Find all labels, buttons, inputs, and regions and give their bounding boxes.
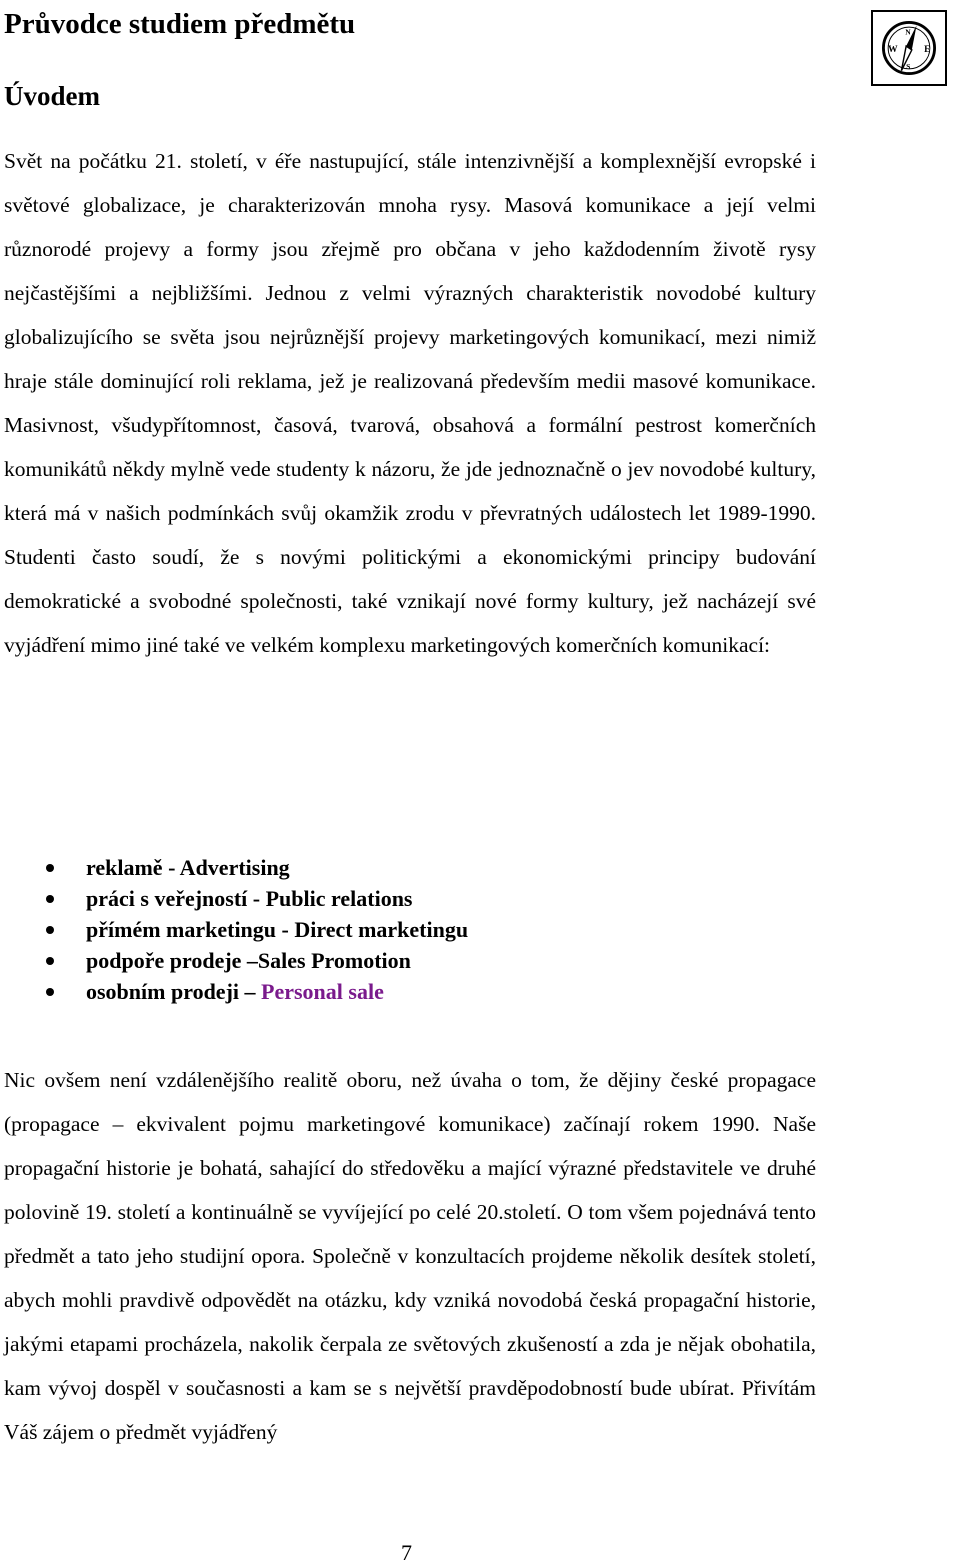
list-item-text: reklamě - Advertising [86,855,290,880]
bullet-icon [46,864,54,872]
bullet-icon [46,957,54,965]
page-number: 7 [401,1540,412,1565]
compass-icon [873,12,945,84]
intro-paragraph: Svět na počátku 21. století, v éře nastupující, stále intenzivnější a komplexnější evropské i světové globalizace, je charakterizován mnoha rysy. Masová komunikace a její velmi různorodé projevy a formy jsou zřejmě pro občana v jeho každodenním životě rysy nejčastějšími a nejbližšími. Jednou z velmi výrazných charakteristik novodobé kultury globalizujícího se světa jsou nejrůznější projevy marketingových komunikací, mezi nimiž hraje stále dominující roli reklama, jež je realizovaná především medii masové komunikace. Masivnost, všudypřítomnost, časová, tvarová, obsahová a formální pestrost komerčních komunikátů někdy mylně vede studenty k názoru, že jde jednoznačně o jev novodobé kultury, která má v našich podmínkách svůj okamžik zrodu v převratných událostech let 1989-1990. Studenti často soudí, že s novými politickými a ekonomickými principy budování demokratické a svobodné společnosti, také vznikají nové formy kultury, jež nacházejí své vyjádření mimo jiné také ve velkém komplexu marketingových komerčních komunikací: [4,149,816,657]
list-item-text: osobním prodeji – [86,979,262,1004]
svg-text:N: N [905,27,911,37]
communication-forms-list [46,852,468,1007]
list-item-text: podpoře prodeje –Sales Promotion [86,948,411,973]
list-item-highlight: Personal sale [261,979,384,1004]
history-paragraph: Nic ovšem není vzdálenějšího realitě oboru, než úvaha o tom, že dějiny české propagace (propagace – ekvivalent pojmu marketingové komunikace) začínají rokem 1990. Naše propagační historie je bohatá, sahající do středověku a mající výrazné představitele ve druhé polovině 19. století a kontinuálně se vyvíjející po celé 20.století. O tom všem pojednává tento předmět a tato jeho studijní opora. Společně v konzultacích projdeme několik desítek století, abych mohli pravdivě odpovědět na otázku, kdy vzniká novodobá česká propagační historie, jakými etapami procházela, nakolik čerpala ze světových zkušeností a zda je nějak obohatila, kam vývoj dospěl v současnosti a kam se s největší pravděpodobností bude ubírat. Přivítám Váš zájem o předmět vyjádřený [4,1068,816,1444]
list-item [46,914,468,945]
bullet-icon [46,926,54,934]
bullet-icon [46,988,54,996]
list-item [46,945,468,976]
svg-text:S: S [906,61,911,71]
compass-logo [871,10,947,86]
list-item-text: přímém marketingu - Direct marketingu [86,917,469,942]
list-item-text: práci s veřejností - Public relations [86,886,413,911]
bullet-icon [46,895,54,903]
document-title: Průvodce studiem předmětu [4,8,356,40]
list-item [46,852,468,883]
svg-text:W: W [888,44,898,55]
list-item [46,883,468,914]
list-item [46,976,468,1007]
section-heading: Úvodem [4,81,100,111]
svg-text:E: E [924,44,931,55]
